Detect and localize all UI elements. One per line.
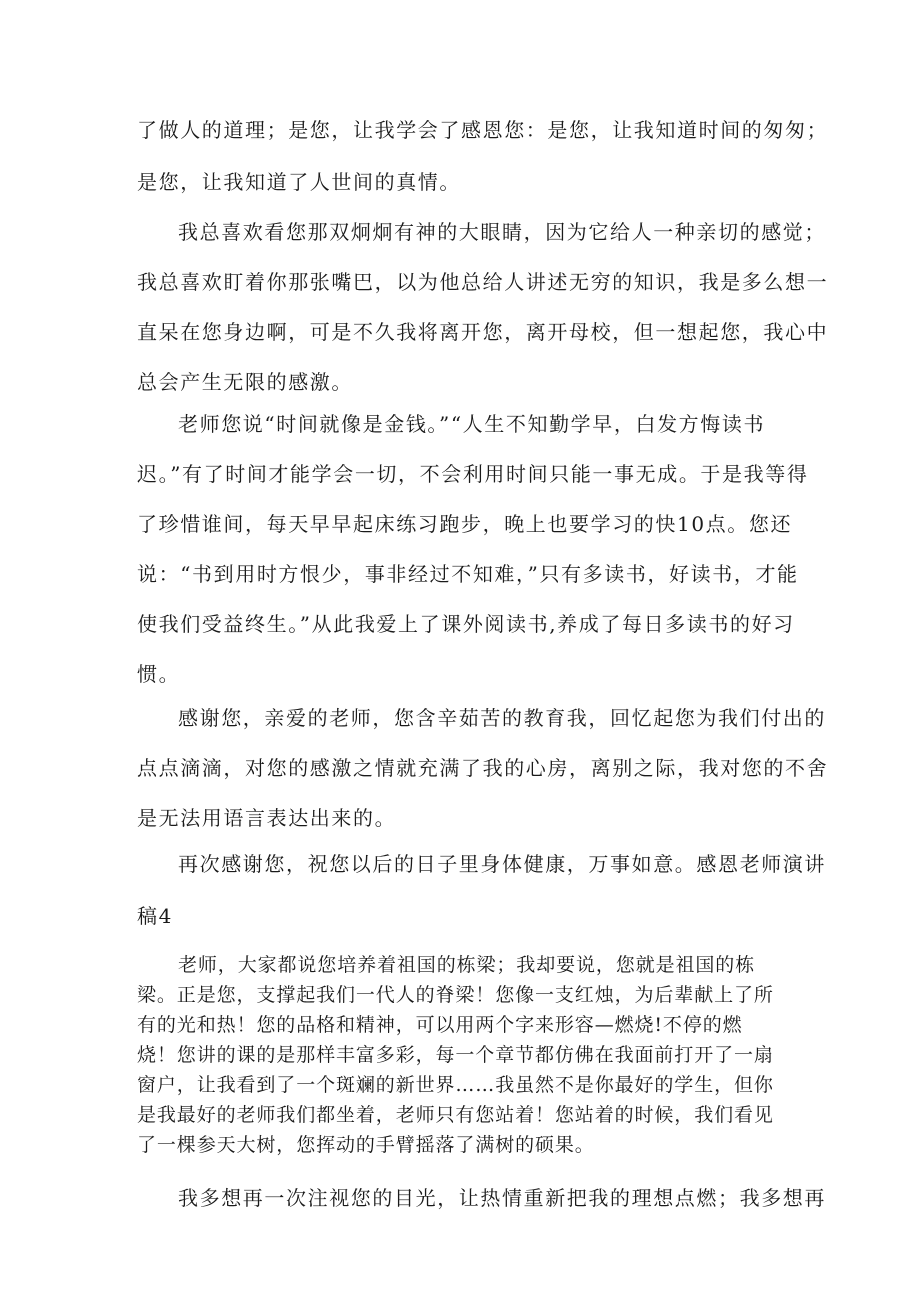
text-line: 是无法用语言表达出来的。 (137, 806, 397, 830)
text-line: 有的光和热！您的品格和精神，可以用两个字来形容—燃烧!不停的燃 (137, 1014, 743, 1036)
text-line: 了做人的道理；是您，让我学会了感恩您：是您，让我知道时间的匆匆； (137, 118, 829, 142)
text-line: 了一棵参天大树，您挥动的手臂摇落了满树的硕果。 (137, 1134, 595, 1156)
text-line: 惯。 (137, 662, 181, 686)
text-line: 梁。正是您，支撑起我们一代人的脊梁！您像一支红烛，为后辈献上了所 (137, 984, 774, 1006)
paragraph-first-line: 我总喜欢看您那双炯炯有神的大眼睛，因为它给人一种亲切的感觉； (178, 220, 826, 244)
paragraph-first-line: 感谢您，亲爱的老师，您含辛茹苦的教育我，回忆起您为我们付出的 (178, 706, 826, 730)
text-line: 窗户，让我看到了一个斑斓的新世界……我虽然不是你最好的学生，但你 (137, 1074, 774, 1096)
text-line: 是您，让我知道了人世间的真情。 (137, 170, 461, 194)
paragraph-first-line: 老师，大家都说您培养着祖国的栋梁；我却要说，您就是祖国的栋 (178, 954, 756, 976)
text-line: 总会产生无限的感激。 (137, 370, 353, 394)
text-line: 是我最好的老师我们都坐着，老师只有您站着！您站着的时候，我们看见 (137, 1104, 774, 1126)
text-line: 迟。”有了时间才能学会一切，不会利用时间只能一事无成。于是我等得 (137, 462, 809, 486)
text-line: 直呆在您身边啊，可是不久我将离开您，离开母校，但一想起您，我心中 (137, 320, 829, 344)
section-heading: 稿4 (137, 904, 173, 928)
text-line: 说：“书到用时方恨少，事非经过不知难，”只有多读书，好读书，才能 (137, 562, 799, 586)
text-line: 使我们受益终生。”从此我爱上了课外阅读书,养成了每日多读书的好习 (137, 612, 795, 636)
paragraph-first-line: 老师您说“时间就像是金钱。”“人生不知勤学早，白发方悔读书 (178, 412, 766, 436)
text-line: 烧！您讲的课的是那样丰富多彩，每一个章节都仿佛在我面前打开了一扇 (137, 1044, 774, 1066)
text-line: 了珍惜谁间，每天早早起床练习跑步，晚上也要学习的快10点。您还 (137, 512, 793, 536)
paragraph-first-line: 我多想再一次注视您的目光，让热情重新把我的理想点燃；我多想再 (178, 1186, 826, 1210)
text-line: 点点滴滴，对您的感激之情就充满了我的心房，离别之际，我对您的不舍 (137, 756, 829, 780)
paragraph-first-line: 再次感谢您，祝您以后的日子里身体健康，万事如意。感恩老师演讲 (178, 852, 826, 876)
text-line: 我总喜欢盯着你那张嘴巴，以为他总给人讲述无穷的知识，我是多么想一 (137, 270, 829, 294)
